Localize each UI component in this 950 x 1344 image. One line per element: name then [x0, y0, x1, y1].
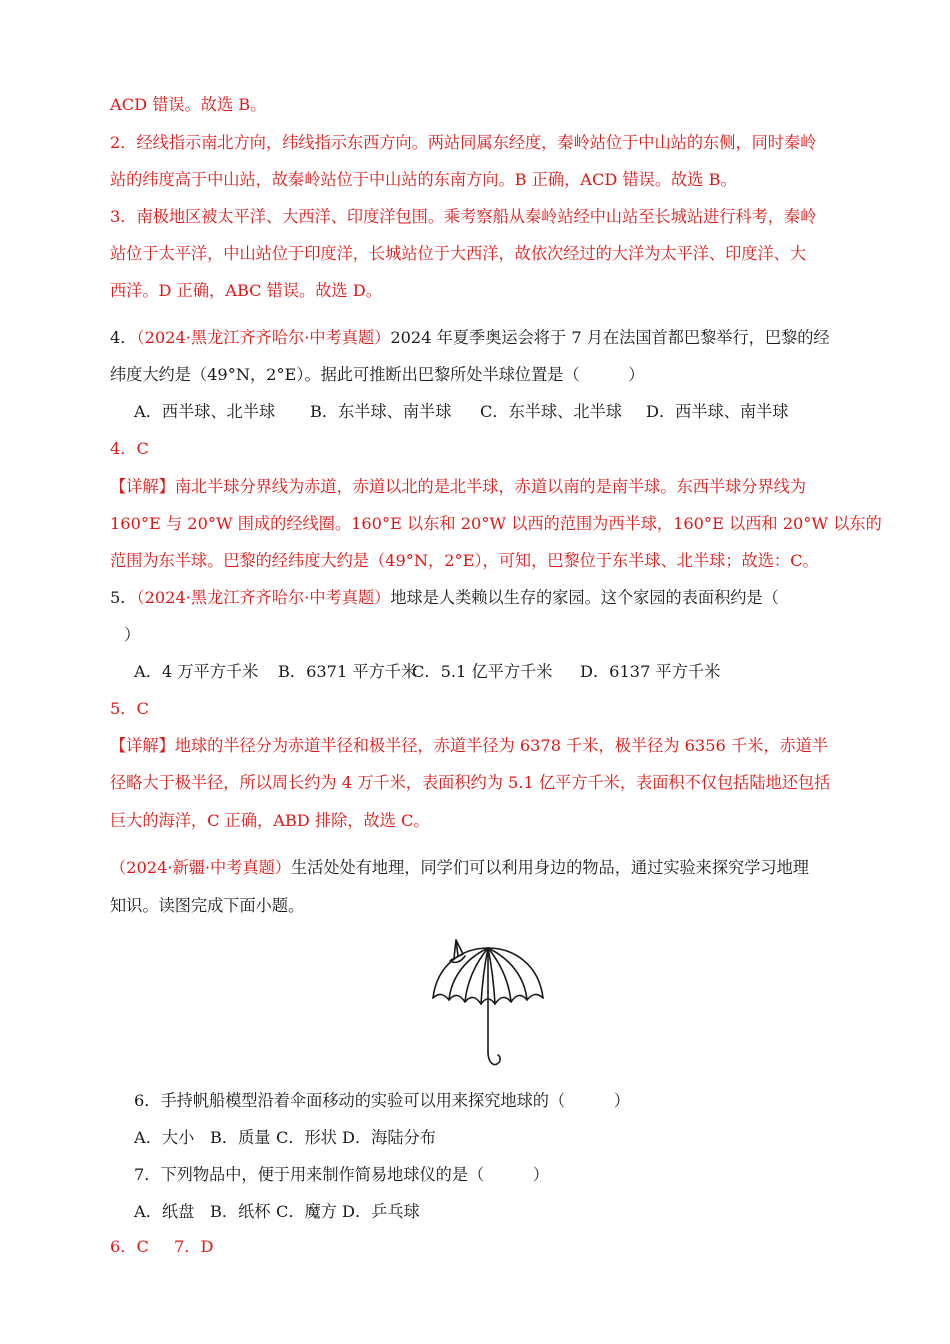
- question-4-options: [134, 401, 788, 423]
- question-6-text: 6．手持帆船模型沿着伞面移动的实验可以用来探究地球的（ ）: [134, 1091, 630, 1110]
- question-5-options: [134, 661, 720, 683]
- question-5-explanation: 巨大的海洋，C 正确，ABD 排除，故选 C。: [110, 811, 430, 830]
- option-a: A．纸盘: [134, 1202, 195, 1221]
- option-c: C．形状: [276, 1128, 337, 1147]
- explanation-line: 西洋。D 正确，ABC 错误。故选 D。: [110, 281, 382, 300]
- explanation-line: 3．南极地区被太平洋、大西洋、印度洋包围。乘考察船从秦岭站经中山站至长城站进行科考，秦岭: [110, 207, 817, 226]
- question-4-line-2: 纬度大约是（49°N，2°E）。据此可推断出巴黎所处半球位置是（ ）: [110, 365, 645, 384]
- option-d: D．6137 平方千米: [580, 662, 721, 681]
- explanation-line: 站位于太平洋，中山站位于印度洋，长城站位于大西洋，故依次经过的大洋为太平洋、印度洋、大: [110, 244, 807, 263]
- question-4-explanation: 【详解】南北半球分界线为赤道，赤道以北的是北半球，赤道以南的是南半球。东西半球分界线为: [110, 477, 807, 496]
- question-number: 4．: [110, 328, 137, 347]
- option-a: A．大小: [134, 1128, 195, 1147]
- group-text: 生活处处有地理，同学们可以利用身边的物品，通过实验来探究学习地理: [291, 858, 809, 877]
- option-d: D．西半球、南半球: [646, 402, 789, 421]
- question-4-explanation: 160°E 与 20°W 围成的经线圈。160°E 以东和 20°W 以西的范围为西半球，160°E 以西和 20°W 以东的: [110, 514, 882, 533]
- question-5-explanation: 径略大于极半径，所以周长约为 4 万千米，表面积约为 5.1 亿平方千米，表面积不仅包括陆地还包括: [110, 773, 831, 792]
- question-source: （2024·新疆·中考真题）: [110, 858, 291, 877]
- question-text: 地球是人类赖以生存的家园。这个家园的表面积约是（: [390, 588, 779, 607]
- question-number: 5．: [110, 588, 137, 607]
- option-b: B．纸杯: [210, 1202, 271, 1221]
- question-5-answer: 5．C: [110, 699, 149, 718]
- answers-6-7: [110, 1236, 845, 1258]
- option-c: C．东半球、北半球: [480, 402, 622, 421]
- question-5-explanation: 【详解】地球的半径分为赤道半径和极半径，赤道半径为 6378 千米，极半径为 6356 千米，赤道半: [110, 736, 829, 755]
- option-d: D．海陆分布: [342, 1128, 436, 1147]
- question-6-options: [134, 1127, 436, 1149]
- question-4-line-1: [110, 327, 845, 349]
- explanation-line: 2．经线指示南北方向，纬线指示东西方向。两站同属东经度，秦岭站位于中山站的东侧，同时秦岭: [110, 133, 817, 152]
- explanation-line: 站的纬度高于中山站，故秦岭站位于中山站的东南方向。B 正确，ACD 错误。故选 B。: [110, 170, 737, 189]
- option-c: C．5.1 亿平方千米: [412, 662, 553, 681]
- answer-7: 7．D: [174, 1237, 214, 1256]
- option-a: A．西半球、北半球: [134, 402, 276, 421]
- group-intro-line-1: [110, 857, 845, 879]
- option-b: B．质量: [210, 1128, 271, 1147]
- option-b: B．东半球、南半球: [310, 402, 452, 421]
- question-5-line-2: ）: [124, 625, 141, 644]
- option-b: B．6371 平方千米: [278, 662, 418, 681]
- question-source: （2024·黑龙江齐齐哈尔·中考真题）: [136, 588, 391, 607]
- answer-6: 6．C: [110, 1237, 149, 1256]
- question-7-text: 7．下列物品中，便于用来制作简易地球仪的是（ ）: [134, 1165, 549, 1184]
- question-4-explanation: 范围为东半球。巴黎的经纬度大约是（49°N，2°E），可知，巴黎位于东半球、北半球；故选：C。: [110, 551, 819, 570]
- option-c: C．魔方: [276, 1202, 337, 1221]
- umbrella-with-boat-figure: [425, 926, 551, 1070]
- explanation-line: ACD 错误。故选 B。: [110, 95, 267, 114]
- group-intro-line-2: 知识。读图完成下面小题。: [110, 896, 305, 915]
- option-d: D．乒乓球: [342, 1202, 420, 1221]
- question-4-answer: 4．C: [110, 439, 149, 458]
- question-source: （2024·黑龙江齐齐哈尔·中考真题）: [136, 328, 391, 347]
- question-5-line-1: [110, 587, 845, 609]
- question-7-options: [134, 1201, 420, 1223]
- question-text: 2024 年夏季奥运会将于 7 月在法国首都巴黎举行，巴黎的经: [390, 328, 830, 347]
- option-a: A．4 万平方千米: [134, 662, 259, 681]
